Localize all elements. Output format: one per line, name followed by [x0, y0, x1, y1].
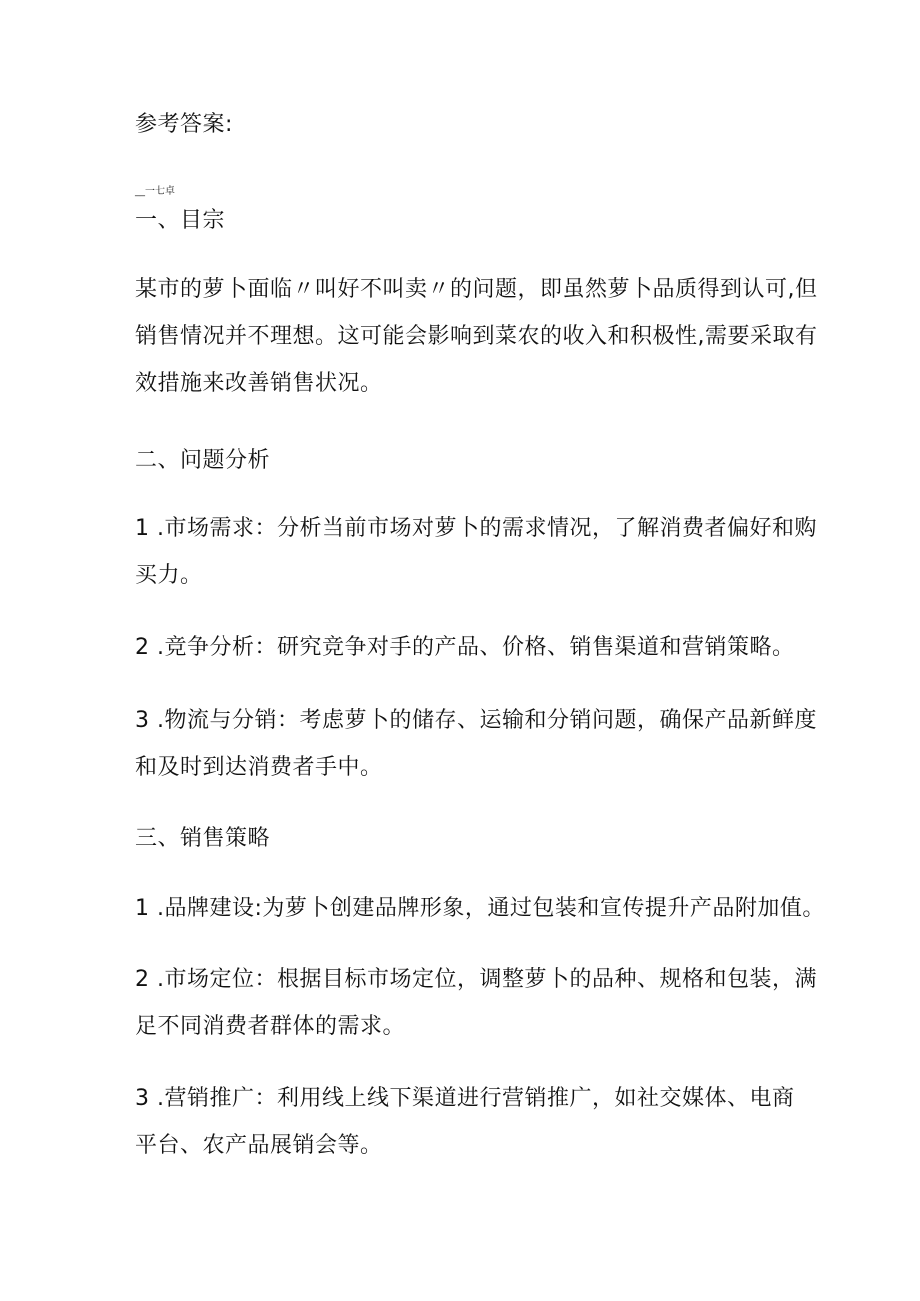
paragraph-line: 1 .市场需求：分析当前市场对萝卜的需求情况，了解消费者偏好和购 — [135, 516, 817, 541]
answer-heading: 参考答案: — [135, 112, 233, 137]
paragraph-line: 销售情况并不理想。这可能会影响到菜农的收入和积极性,需要采取有 — [135, 324, 818, 349]
paragraph-line: 3 .物流与分销：考虑萝卜的储存、运输和分销问题，确保产品新鲜度 — [135, 708, 817, 733]
paragraph-line: 买力。 — [135, 563, 203, 588]
section-title-1: 一、目宗 — [135, 208, 226, 233]
paragraph-line: 2 .市场定位：根据目标市场定位，调整萝卜的品种、规格和包装，满 — [135, 967, 817, 992]
paragraph-line: 2 .竞争分析：研究竞争对手的产品、价格、销售渠道和营销策略。 — [135, 635, 795, 660]
section-title-2: 二、问题分析 — [135, 448, 271, 473]
paragraph-line: 某市的萝卜面临〃叫好不叫卖〃的问题，即虽然萝卜品质得到认可,但 — [135, 277, 818, 302]
paragraph-line: 1 .品牌建设:为萝卜创建品牌形象，通过包装和宣传提升产品附加值。 — [135, 896, 825, 921]
chapter-marker: __一七卓 — [135, 186, 175, 197]
paragraph-line: 足不同消费者群体的需求。 — [135, 1014, 406, 1039]
paragraph-line: 平台、农产品展销会等。 — [135, 1133, 383, 1158]
section-title-3: 三、销售策略 — [135, 826, 271, 851]
paragraph-line: 效措施来改善销售状况。 — [135, 371, 383, 396]
paragraph-line: 3 .营销推广：利用线上线下渠道进行营销推广，如社交媒体、电商 — [135, 1086, 795, 1111]
paragraph-line: 和及时到达消费者手中。 — [135, 755, 383, 780]
